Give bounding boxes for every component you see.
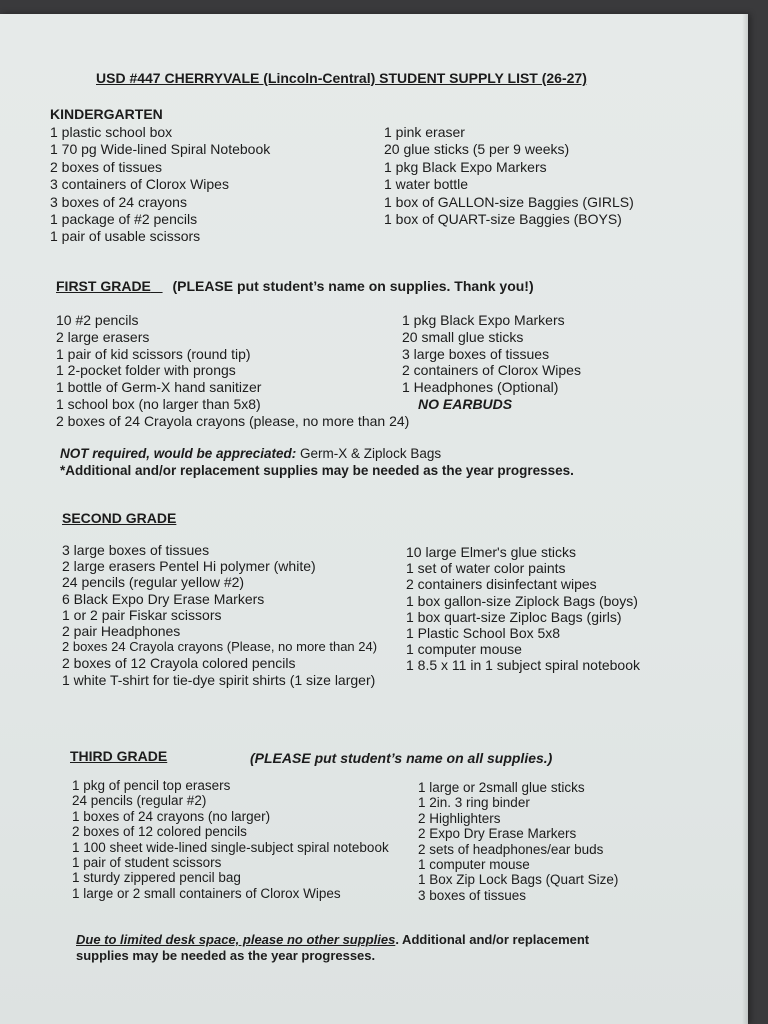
list-item: 1 2in. 3 ring binder	[418, 795, 530, 811]
list-item: 1 2-pocket folder with prongs	[56, 362, 236, 379]
list-item: 1 Plastic School Box 5x8	[406, 625, 561, 642]
list-item: 2 boxes of tissues	[50, 158, 163, 175]
list-item: 1 water bottle	[384, 176, 469, 193]
appreciated-items: Germ-X & Ziplock Bags	[296, 446, 442, 461]
list-item: 1 box of QUART-size Baggies (BOYS)	[384, 211, 622, 228]
list-item: 24 pencils (regular #2)	[72, 793, 207, 809]
second-grade-right-list	[406, 544, 640, 674]
list-item: 2 containers disinfectant wipes	[406, 576, 597, 593]
list-item: 1 package of #2 pencils	[50, 211, 198, 228]
kindergarten-heading: KINDERGARTEN	[50, 106, 163, 122]
appreciated-label: NOT required, would be appreciated:	[60, 446, 297, 461]
list-item: 2 Expo Dry Erase Markers	[418, 826, 577, 842]
list-item: 2 pair Headphones	[62, 623, 181, 640]
list-item: 3 large boxes of tissues	[62, 542, 210, 558]
list-item: 1 100 sheet wide-lined single-subject spiral notebook	[72, 839, 389, 855]
page-title: USD #447 CHERRYVALE (Lincoln-Central) STUDENT SUPPLY LIST (26-27)	[96, 70, 587, 86]
list-item: 1 plastic school box	[50, 124, 173, 140]
list-item: 1 large or 2 small containers of Clorox Wipes	[72, 885, 341, 901]
list-item: 1 pair of kid scissors (round tip)	[56, 345, 251, 362]
appreciated-note	[60, 446, 441, 461]
list-item: 2 Highlighters	[418, 810, 501, 826]
list-item: 2 boxes of 12 Crayola colored pencils	[62, 655, 296, 672]
kindergarten-left-list	[50, 124, 270, 246]
first-grade-left-list	[56, 312, 409, 430]
list-item: 2 boxes of 12 colored pencils	[72, 824, 247, 840]
list-item: 24 pencils (regular yellow #2)	[62, 574, 245, 591]
list-item: 1 large or 2small glue sticks	[418, 780, 585, 795]
list-item: 1 8.5 x 11 in 1 subject spiral notebook	[406, 657, 641, 674]
list-item: 1 or 2 pair Fiskar scissors	[62, 606, 222, 623]
list-item: 1 box gallon-size Ziplock Bags (boys)	[406, 592, 638, 609]
list-item: 1 set of water color paints	[406, 560, 566, 577]
list-item: 10 #2 pencils	[56, 312, 139, 328]
list-item: 1 box of GALLON-size Baggies (GIRLS)	[384, 193, 634, 210]
first-grade-heading-row	[56, 278, 534, 294]
list-item: 3 containers of Clorox Wipes	[50, 176, 229, 193]
list-item: NO EARBUDS	[418, 395, 513, 412]
list-item: 2 containers of Clorox Wipes	[402, 362, 581, 379]
list-item: 20 small glue sticks	[402, 328, 524, 345]
third-grade-heading-note: (PLEASE put student’s name on all supplies.)	[250, 750, 553, 766]
list-item: 2 sets of headphones/ear buds	[418, 841, 604, 857]
footer-note	[76, 932, 636, 964]
list-item: 3 large boxes of tissues	[402, 345, 550, 362]
footer-underlined: Due to limited desk space, please no other supplies	[76, 932, 396, 947]
list-item: 20 glue sticks (5 per 9 weeks)	[384, 141, 570, 158]
list-item: 3 boxes of 24 crayons	[50, 193, 187, 210]
list-item: 1 Box Zip Lock Bags (Quart Size)	[418, 872, 619, 888]
first-grade-heading: FIRST GRADE	[56, 278, 151, 294]
footer-rest: . Additional and/or replacement supplies may be needed as the year progresses.	[76, 932, 590, 963]
list-item: 1 pkg Black Expo Markers	[384, 158, 547, 175]
list-item: 1 pink eraser	[384, 124, 465, 140]
list-item: 1 school box (no larger than 5x8)	[56, 395, 261, 412]
list-item: 1 sturdy zippered pencil bag	[72, 870, 241, 886]
list-item: 1 70 pg Wide-lined Spiral Notebook	[50, 141, 271, 158]
supply-list-page	[0, 14, 748, 1024]
third-grade-heading: THIRD GRADE	[70, 748, 168, 764]
list-item: 1 white T-shirt for tie-dye spirit shirts (1 size larger)	[62, 671, 376, 688]
list-item: 1 pkg of pencil top erasers	[72, 778, 231, 793]
list-item: 1 computer mouse	[418, 857, 530, 873]
list-item: 1 boxes of 24 crayons (no larger)	[72, 808, 271, 824]
kindergarten-right-list	[384, 124, 634, 228]
list-item: 10 large Elmer's glue sticks	[406, 544, 576, 560]
first-grade-additional-note: *Additional and/or replacement supplies may be needed as the year progresses.	[60, 463, 574, 478]
list-item: 2 large erasers	[56, 328, 150, 345]
list-item: 6 Black Expo Dry Erase Markers	[62, 590, 265, 607]
third-grade-right-list	[418, 780, 618, 903]
second-grade-left-list	[62, 542, 377, 688]
list-item: 2 boxes 24 Crayola crayons (Please, no more than 24)	[62, 639, 378, 655]
list-item: 1 pkg Black Expo Markers	[402, 312, 565, 328]
first-grade-right-list	[402, 312, 581, 413]
list-item: 2 boxes of 24 Crayola crayons (please, no more than 24)	[56, 412, 410, 429]
list-item: 2 large erasers Pentel Hi polymer (white)	[62, 558, 316, 575]
list-item: 1 bottle of Germ-X hand sanitizer	[56, 379, 262, 396]
list-item: 1 Headphones (Optional)	[402, 379, 559, 396]
list-item: 3 boxes of tissues	[418, 887, 527, 903]
list-item: 1 pair of usable scissors	[50, 228, 201, 245]
second-grade-heading: SECOND GRADE	[62, 510, 177, 526]
list-item: 1 box quart-size Ziploc Bags (girls)	[406, 608, 622, 625]
list-item: 1 computer mouse	[406, 641, 522, 658]
list-item: 1 pair of student scissors	[72, 855, 222, 871]
third-grade-left-list	[72, 778, 389, 901]
first-grade-heading-note: (PLEASE put student’s name on supplies. Thank you!)	[172, 278, 534, 294]
